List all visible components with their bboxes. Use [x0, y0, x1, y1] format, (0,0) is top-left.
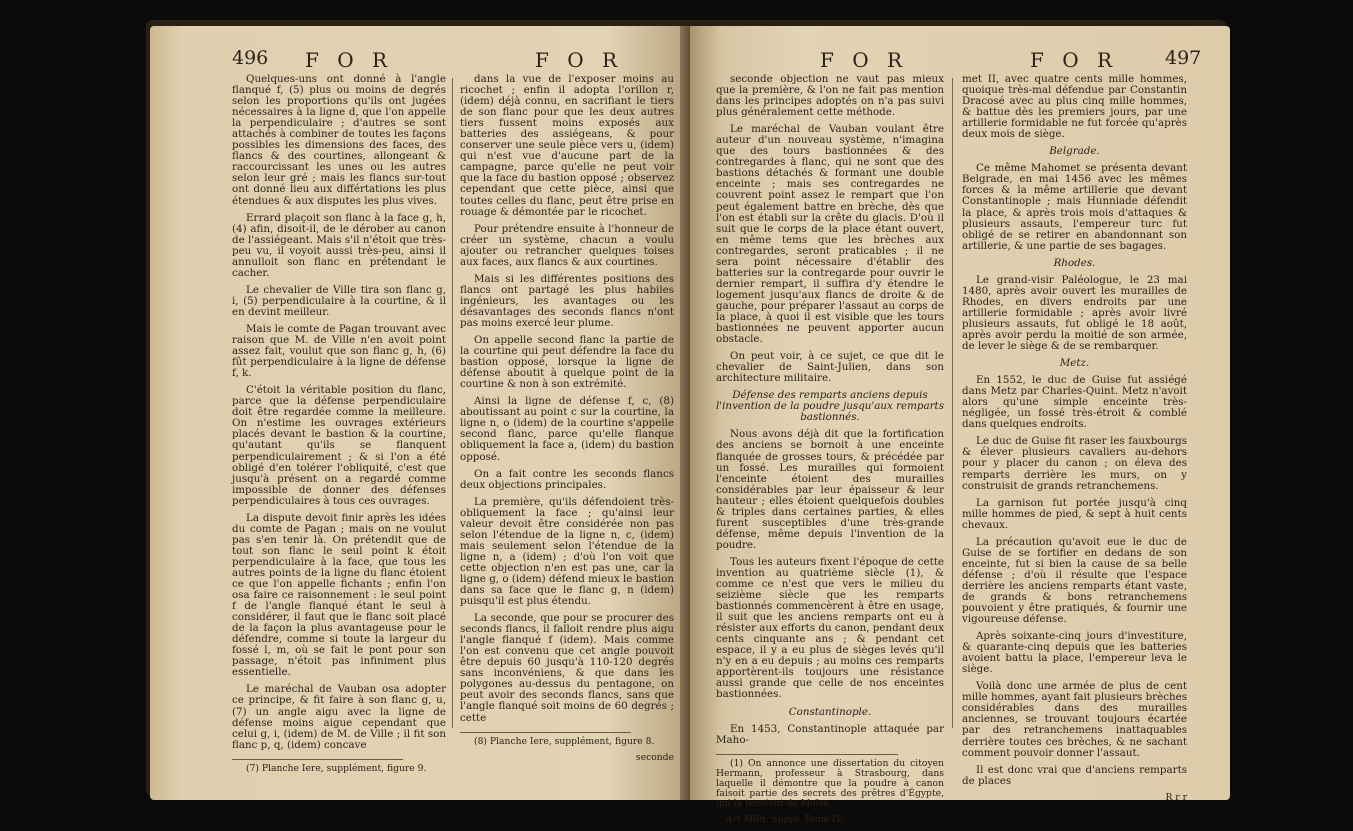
- column-divider: [452, 78, 453, 728]
- catchword: seconde: [635, 751, 674, 763]
- paragraph: C'étoit la véritable position du flanc, parce que la défense perpendiculaire doit être regardée comme la meilleure. On n'estime les ouvrages extérieurs placés devant le bastion & la courtine, qu'autant qu'ils se flanquent perpendiculairement ; & si l'on a été obligé d'en tolérer l'obliquité, c'est que jusqu'à présent on a regardé comme impossible de donner des défenses perpendiculaires à tous ces ouvrages.: [232, 384, 446, 507]
- paragraph: On a fait contre les seconds flancs deux objections principales.: [460, 467, 674, 491]
- paragraph: La précaution qu'avoit eue le duc de Guise de se fortifier en dedans de son enceinte, fut si bien la cause de sa belle défense ; d'où il résulte que l'espace derrière les anciens remparts étant vaste, de grands & bons retranchemens pouvoient y être pratiqués, & fournir une vigoureuse défense.: [962, 535, 1187, 626]
- section-heading: Rhodes.: [1053, 256, 1096, 269]
- left-column-1: [232, 74, 446, 780]
- paragraph: On appelle second flanc la partie de la courtine qui peut défendre la face du bastion opposé, lorsque la ligne de défense aboutit à quelque point de la courtine & non à son extrémité.: [460, 334, 674, 391]
- paragraph: Après soixante-cinq jours d'investiture, & quarante-cinq depuis que les batteries avoient battu la place, l'empereur leva le siège.: [962, 630, 1187, 676]
- paragraph: La première, qu'ils défendoient très-obliquement la face ; qu'ainsi leur valeur devoit être considérée non pas selon l'étendue de la ligne n, c, (idem) mais seulement selon l'étendue de la ligne n, a (idem) ; d'où l'on voit que cette objection n'en est pas une, car la ligne g, o (idem) défend mieux le bastion dans sa face que le flanc g, n (idem) puisqu'il est plus étendu.: [460, 495, 674, 608]
- paragraph: Ce même Mahomet se présenta devant Belgrade, en mai 1456 avec les mêmes forces & la même artillerie que devant Constantinople ; mais Hunniade défendit la place, & après trois mois d'attaques & plusieurs assauts, l'empereur turc fut obligé de se retirer en abandonnant son artillerie, & une partie de ses bagages.: [962, 162, 1187, 252]
- left-page-number: 496: [232, 47, 269, 69]
- left-column-2: [460, 74, 674, 769]
- paragraph: On peut voir, à ce sujet, ce que dit le chevalier de Saint-Julien, dans son architecture militaire.: [716, 350, 944, 385]
- paragraph: Errard plaçoit son flanc à la face g, h, (4) afin, disoit-il, de le dérober au canon de l'assiégeant. Mais s'il n'étoit que très-peu vu, il voyoit aussi très-peu, ainsi il annulloit son flanc en prétendant le cacher.: [232, 211, 446, 279]
- paragraph: La garnison fut portée jusqu'à cinq mille hommes de pied, & sept à huit cents chevaux.: [962, 496, 1187, 531]
- right-running-head-1: F O R: [820, 48, 909, 72]
- paragraph: met II, avec quatre cents mille hommes, quoique très-mal défendue par Constantin Dracosé avec au plus cinq mille hommes, & battue dès les premiers jours, par une artillerie formidable ne fut forcée qu'après deux mois de siège.: [962, 73, 1187, 141]
- paragraph: En 1552, le duc de Guise fut assiégé dans Metz par Charles-Quint. Metz n'avoit alors qu'une simple enceinte très-négligée, un fossé très-étroit & comblé dans quelques endroits.: [962, 374, 1187, 431]
- right-running-head-2: F O R: [1030, 48, 1119, 72]
- footnote-rule: [232, 759, 403, 760]
- paragraph: Mais si les différentes positions des flancs ont partagé les plus habiles ingénieurs, les avantages ou les désavantages des seconds flancs n'ont pas moins exercé leur plume.: [460, 272, 674, 329]
- footnote: (7) Planche Iere, supplément, figure 9.: [246, 762, 427, 774]
- paragraph: Tous les auteurs fixent l'époque de cette invention au quatrième siècle (1), & comme ce n'est que vers le milieu du seizième siècle que les remparts bastionnés commencèrent à être en usage, il suit que les anciens remparts ont eu à résister aux efforts du canon, pendant deux cents cinquante ans ; & pendant cet espace, il y a eu plus de sièges levés qu'il n'y en a eu depuis ; au moins ces remparts apportèrent-ils toujours une résistance aussi grande que celle de nos enceintes bastionnées.: [716, 555, 945, 701]
- footnote-rule: [716, 754, 898, 755]
- paragraph: La dispute devoit finir après les idées du comte de Pagan ; mais on ne voulut pas s'en tenir là. On prétendit que de tout son flanc le seul point k étoit perpendiculaire à la face, que tous les autres points de la ligne du flanc étoient ce que l'on appelle fichants ; enfin l'on osa faire ce raisonnement : le seul point f de l'angle flanqué étant le seul à considérer, il faut que le flanc soit placé de la façon la plus avantageuse pour le défendre, comme si toute la largeur du fossé l, m, où se fait le pont pour son passage, n'étoit pas infiniment plus essentielle.: [232, 511, 446, 679]
- paragraph: La seconde, que pour se procurer des seconds flancs, il falloit rendre plus aigu l'angle flanqué f (idem). Mais comme l'on est convenu que cet angle pouvoit être depuis 60 jusqu'à 110-120 degrés sans inconvéniens, & que dans les polygones au-dessus du pentagone, on peut avoir des seconds flancs, sans que l'angle flanqué soit moins de 60 degrés ; cette: [460, 612, 674, 724]
- paragraph: dans la vue de l'exposer moins au ricochet ; enfin il adopta l'orillon r, (idem) déjà connu, en sacrifiant le tiers de son flanc pour que les deux autres tiers fussent moins exposés aux batteries des assiégeans, & pour conserver une seule pièce vers u, (idem) qui n'est vue d'aucune part de la campagne, parce qu'elle ne peut voir que la face du bastion opposé ; observez cependant que cette pièce, ainsi que toutes celles du flanc, peut être prise en rouage & démontée par le ricochet.: [460, 73, 674, 218]
- left-running-head-2: F O R: [535, 48, 624, 72]
- paragraph: En 1453, Constantinople attaquée par Maho-: [716, 722, 944, 746]
- paragraph: Le grand-visir Paléologue, le 23 mai 1480, après avoir ouvert les murailles de Rhodes, en divers endroits par une artillerie formidable ; après avoir livré plusieurs assauts, fut obligé le 18 août, après avoir perdu la moitié de son armée, de lever le siège & de se rembarquer.: [962, 273, 1187, 353]
- right-page: [690, 26, 1230, 825]
- left-running-head-1: F O R: [305, 48, 394, 72]
- paragraph: Nous avons déjà dit que la fortification des anciens se bornoit à une enceinte flanquée de grosses tours, & précédée par un fossé. Les murailles qui formoient l'enceinte étoient des murailles considérables par leur épaisseur & leur hauteur ; elles étoient quelquefois doubles & triples dans certaines parties, & elles furent susceptibles d'une très-grande défense, même depuis l'invention de la poudre.: [716, 428, 944, 551]
- paragraph: seconde objection ne vaut pas mieux que la première, & l'on ne fait pas mention dans les principes adoptés on n'a pas suivi plus généralement cette méthode.: [716, 73, 944, 119]
- paragraph: Mais le comte de Pagan trouvant avec raison que M. de Ville n'en avoit point assez fait, voulut que son flanc g, h, (6) fût perpendiculaire à la ligne de défense f, k.: [232, 322, 446, 380]
- section-heading: Metz.: [1059, 357, 1090, 370]
- section-heading: Défense des remparts anciens depuis l'invention de la poudre jusqu'aux remparts bastionnés.: [716, 389, 944, 424]
- column-divider: [952, 78, 953, 728]
- right-column-2: [962, 74, 1187, 809]
- left-page: [150, 26, 690, 800]
- signature-mark: R r r: [1165, 791, 1187, 803]
- section-heading: Belgrade.: [1049, 145, 1100, 158]
- footnote: (8) Planche Iere, supplément, figure 8.: [474, 735, 655, 747]
- paragraph: Voilà donc une armée de plus de cent mille hommes, ayant fait plusieurs brèches considérables dans des murailles anciennes, se trouvant toujours écartée par des retranchemens inattaquables derrière toutes ces brèches, & ne sachant comment pouvoir donner l'assaut.: [962, 680, 1187, 759]
- right-column-1: [716, 74, 944, 831]
- section-heading: Constantinople.: [788, 705, 872, 718]
- footnote-rule: [460, 732, 631, 733]
- footnote: (1) On annonce une dissertation du citoyen Hermann, professeur à Strasbourg, dans laquelle il démontre que la poudre à canon faisoit partie des secrets des prêtres d'Égypte, qui la tenoient de Moïse.: [716, 757, 944, 809]
- right-page-number: 497: [1165, 47, 1202, 69]
- paragraph: Pour prétendre ensuite à l'honneur de créer un système, chacun a voulu ajouter ou retrancher quelques toises aux faces, aux flancs & aux courtines.: [460, 222, 674, 268]
- paragraph: Le chevalier de Ville tira son flanc g, i, (5) perpendiculaire à la courtine, & il en devint meilleur.: [232, 283, 446, 318]
- paragraph: Ainsi la ligne de défense f, c, (8) aboutissant au point c sur la courtine, la ligne n, o (idem) de la courtine s'appelle second flanc, parce qu'elle flanque obliquement la face a, (idem) du bastion opposé.: [460, 395, 674, 463]
- paragraph: Le maréchal de Vauban voulant être auteur d'un nouveau système, n'imagina que des tours bastionnées & des contregardes à flanc, qui ne sont que des bastions détachés & formant une double enceinte ; mais ses contregardes ne couvrent point assez le rempart que l'on peut également battre en brèche, dès que l'on est établi sur la crête du glacis. D'où il suit que le corps de la place étant ouvert, en même tems que les brèches aux contregardes, seront praticables ; il ne sera point nécessaire d'établir des batteries sur la contregarde pour ouvrir le dernier rempart, il suffira d'y étendre le logement jusqu'aux flancs de droite & de gauche, pour préparer l'assaut au corps de la place, à quoi il est visible que les tours bastionnées ne peuvent apporter aucun obstacle.: [716, 123, 944, 346]
- paragraph: Le duc de Guise fit raser les fauxbourgs & élever plusieurs cavaliers au-dehors pour y placer du canon ; on éleva des remparts derrière les murs, on y construisit de grands retranchemens.: [962, 435, 1187, 492]
- paragraph: Quelques-uns ont donné à l'angle flanqué f, (5) plus ou moins de degrés selon les proportions qu'ils ont jugées nécessaires à la ligne d, que l'on appelle la perpendiculaire ; d'autres se sont attachés à combiner de toutes les façons possibles les dimensions des faces, des flancs & des courtines, allongeant & raccourcissant les unes ou les autres selon leur gré ; mais les flancs sur-tout ont donné lieu aux différtations les plus étendues & aux disputes les plus vives.: [232, 73, 446, 207]
- paragraph: Il est donc vrai que d'anciens remparts de places: [962, 763, 1187, 787]
- paragraph: Le maréchal de Vauban osa adopter ce principe, & fit faire à son flanc g, u, (7) un angle aigu avec la ligne de défense moins aigue cependant que celui g, i, (idem) de M. de Ville ; il fit son flanc p, q, (idem) concave: [232, 683, 446, 751]
- volume-signature: Art Milit. Suppl. Tome IV.: [726, 813, 844, 825]
